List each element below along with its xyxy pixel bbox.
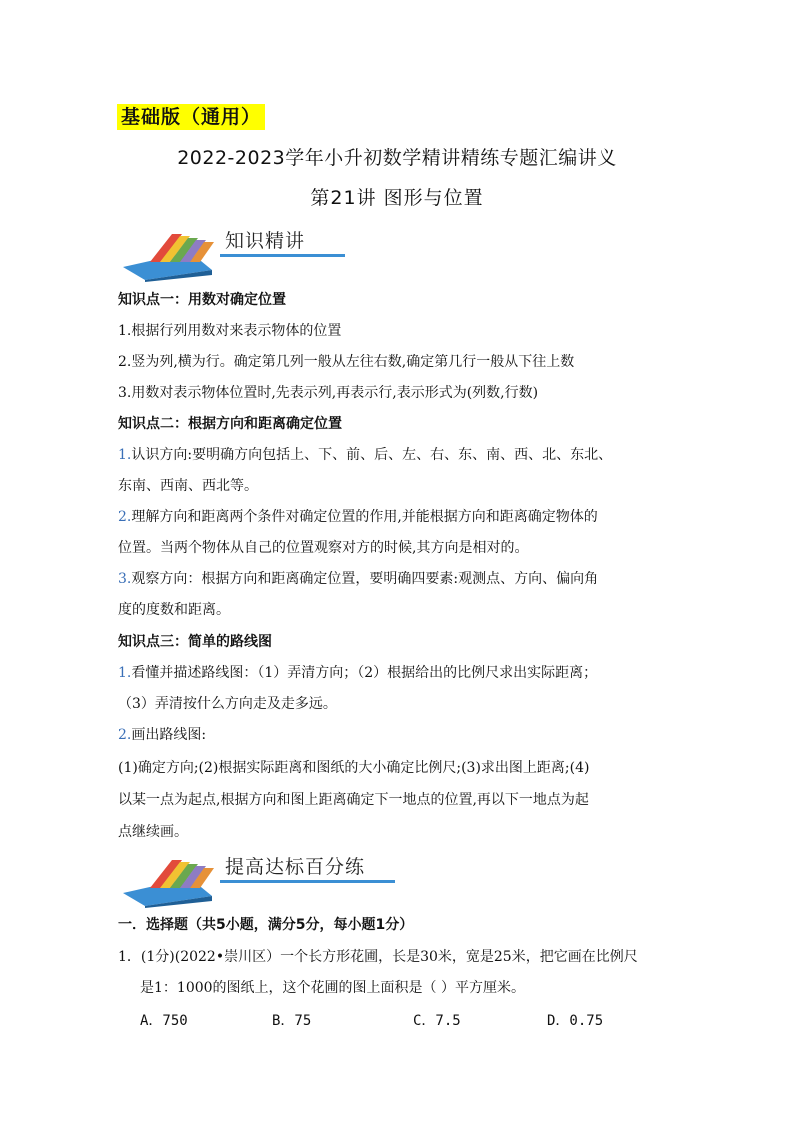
edition-badge: 基础版（通用）: [117, 104, 265, 130]
kp3-item-1-cont: （3）弄清按什么方向走及走多远。: [118, 696, 337, 712]
kp1-item-2: 2.竖为列,横为行。确定第几列一般从左往右数,确定第几行一般从下往上数: [118, 354, 575, 370]
section-banner-practice: [120, 848, 400, 908]
option-c[interactable]: C．7.5: [413, 1013, 461, 1029]
kp2-item-3-cont: 度的度数和距离。: [118, 602, 230, 618]
section-heading-choice: 一．选择题（共5小题，满分5分，每小题1分）: [118, 917, 414, 933]
kp2-heading: 知识点二：根据方向和距离确定位置: [118, 416, 342, 432]
kp2-item-2-cont: 位置。当两个物体从自己的位置观察对方的时候,其方向是相对的。: [118, 540, 529, 556]
banner-title: 知识精讲: [225, 230, 306, 252]
kp1-heading: 知识点一：用数对确定位置: [118, 292, 286, 308]
section-banner-knowledge: [120, 222, 350, 282]
lesson-title: 第21讲 图形与位置: [310, 187, 484, 209]
kp2-item-1-text: 认识方向:要明确方向包括上、下、前、后、左、右、东、南、西、北、东北、: [131, 447, 613, 463]
kp3-item-1: [118, 663, 597, 683]
kp3-paragraph-1: (1)确定方向;(2)根据实际距离和图纸的大小确定比例尺;(3)求出图上距离;(4): [118, 760, 590, 776]
kp3-paragraph-2: 以某一点为起点,根据方向和图上距离确定下一地点的位置,再以下一地点为起: [118, 792, 589, 808]
banner-title: 提高达标百分练: [225, 856, 366, 878]
option-a[interactable]: A．750: [140, 1013, 188, 1029]
kp2-item-1: [118, 445, 612, 465]
kp3-item-1-text: 看懂并描述路线图：（1）弄清方向；（2）根据给出的比例尺求出实际距离；: [131, 665, 598, 681]
kp3-item-1-number: 1.: [118, 665, 132, 681]
kp2-item-1-number: 1.: [118, 447, 132, 463]
kp1-item-1: 1.根据行列用数对来表示物体的位置: [118, 323, 342, 339]
kp2-item-2: [118, 507, 598, 527]
kp2-item-1-cont: 东南、西南、西北等。: [118, 478, 258, 494]
kp2-item-3-text: 观察方向：根据方向和距离确定位置，要明确四要素:观测点、方向、偏向角: [131, 571, 599, 587]
kp2-item-2-text: 理解方向和距离两个条件对确定位置的作用,并能根据方向和距离确定物体的: [131, 509, 598, 525]
kp3-paragraph-3: 点继续画。: [118, 824, 188, 840]
kp2-item-3-number: 3.: [118, 571, 132, 587]
question-1-line-1: 1．(1分)(2022•崇川区）一个长方形花圃，长是30米，宽是25米，把它画在比例尺: [118, 949, 638, 965]
kp2-item-3: [118, 569, 598, 589]
kp3-item-2-number: 2.: [118, 727, 132, 743]
document-title: 2022-2023学年小升初数学精讲精练专题汇编讲义: [177, 147, 617, 169]
kp3-item-2-text: 画出路线图:: [131, 727, 207, 743]
option-b[interactable]: B．75: [272, 1013, 312, 1029]
kp2-item-2-number: 2.: [118, 509, 132, 525]
kp1-item-3: 3.用数对表示物体位置时,先表示列,再表示行,表示形式为(列数,行数): [118, 385, 539, 401]
kp3-heading: 知识点三：简单的路线图: [118, 634, 272, 650]
option-d[interactable]: D．0.75: [547, 1013, 604, 1029]
kp3-item-2: [118, 725, 206, 745]
question-1-line-2: 是1：1000的图纸上，这个花圃的图上面积是（ ）平方厘米。: [140, 980, 525, 996]
